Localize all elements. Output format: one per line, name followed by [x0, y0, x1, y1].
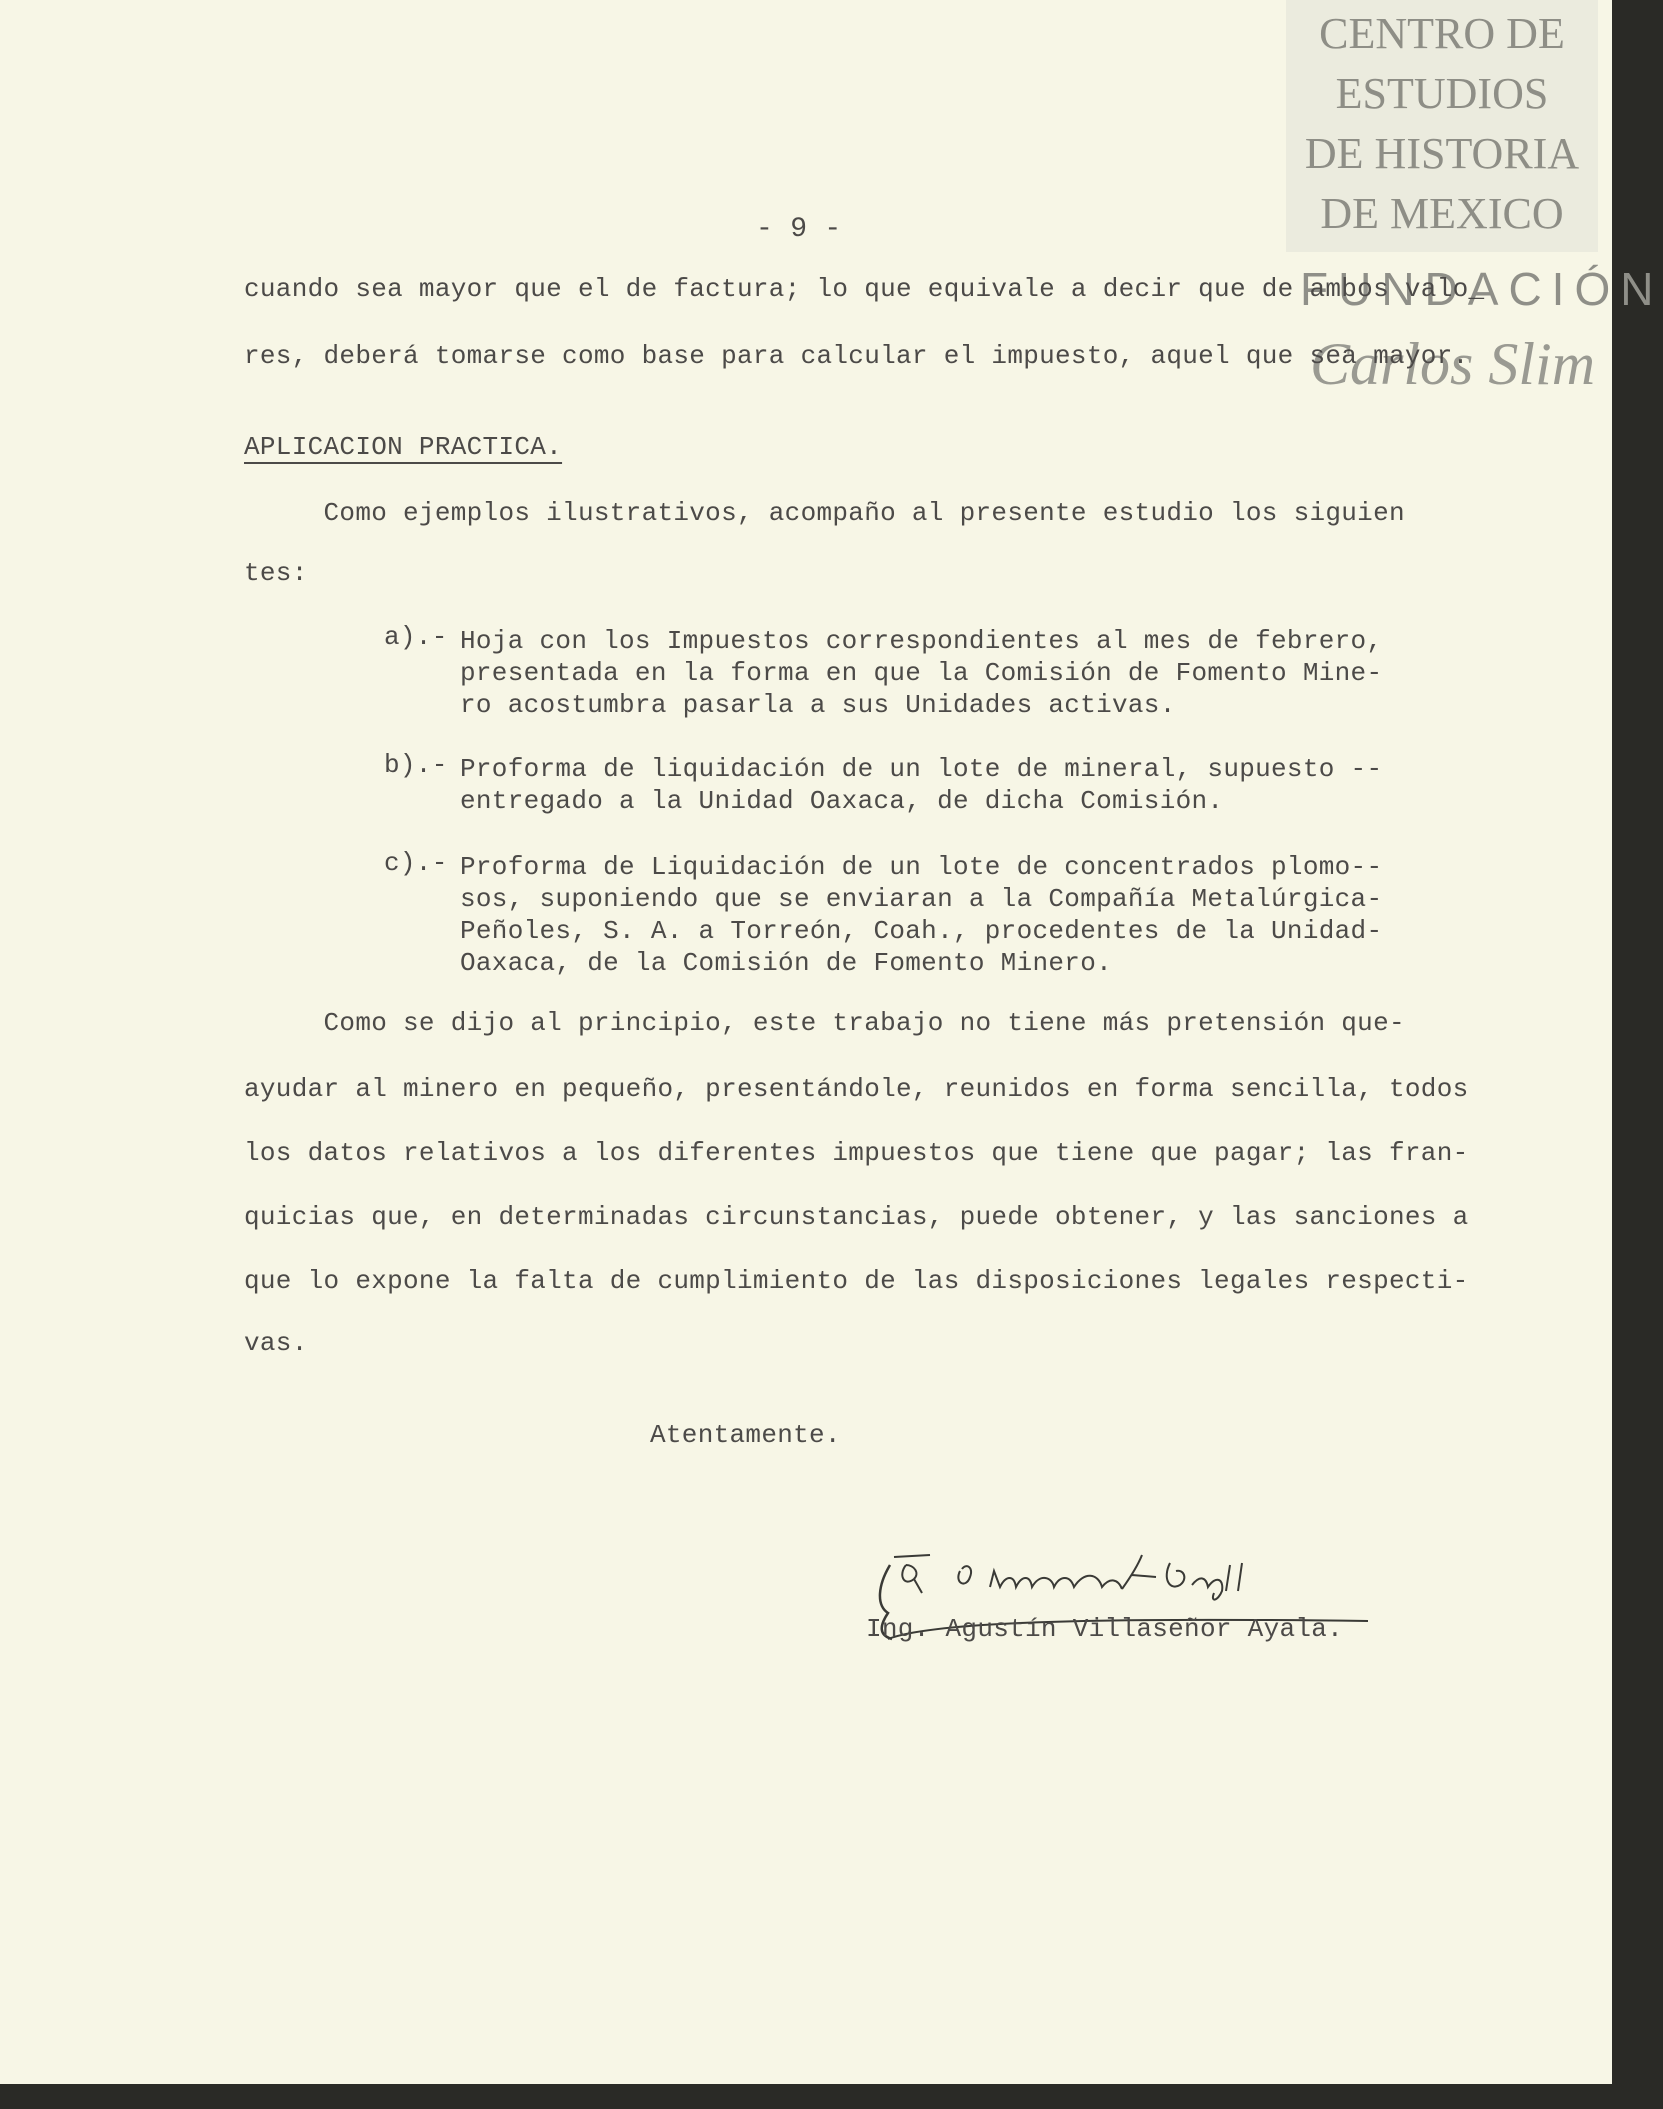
paragraph-line: los datos relativos a los diferentes impuestos que tiene que pagar; las fran- [244, 1138, 1469, 1168]
intro-line: cuando sea mayor que el de factura; lo que equivale a decir que de ambos valo_ [244, 274, 1485, 304]
paragraph-line: tes: [244, 558, 308, 588]
paragraph-line: Como se dijo al principio, este trabajo no tiene más pretensión que- [244, 1008, 1405, 1038]
page-number: - 9 - [756, 214, 842, 245]
list-item-line: Proforma de Liquidación de un lote de concentrados plomo-- [460, 852, 1383, 882]
signatory-name: Ing. Agustín Villaseñor Ayala. [866, 1614, 1344, 1644]
intro-line: res, deberá tomarse como base para calcular el impuesto, aquel que sea mayor. [244, 341, 1469, 371]
archive-watermark [1286, 0, 1598, 252]
paragraph-line: vas. [244, 1328, 308, 1358]
list-item-line: entregado a la Unidad Oaxaca, de dicha Comisión. [460, 786, 1224, 816]
paragraph-line: Como ejemplos ilustrativos, acompaño al presente estudio los siguien [244, 498, 1405, 528]
paragraph-line: quicias que, en determinadas circunstancias, puede obtener, y las sanciones a [244, 1202, 1469, 1232]
list-item-line: sos, suponiendo que se enviaran a la Compañía Metalúrgica- [460, 884, 1383, 914]
watermark-line: ESTUDIOS [1335, 69, 1549, 118]
list-marker: b).- [384, 750, 448, 780]
list-item-line: presentada en la forma en que la Comisión de Fomento Mine- [460, 658, 1383, 688]
list-item-line: ro acostumbra pasarla a sus Unidades activas. [460, 690, 1176, 720]
list-item-line: Proforma de liquidación de un lote de mineral, supuesto -- [460, 754, 1383, 784]
closing-line: Atentamente. [650, 1420, 841, 1450]
list-item-line: Hoja con los Impuestos correspondientes al mes de febrero, [460, 626, 1383, 656]
watermark-line: DE HISTORIA [1304, 129, 1580, 178]
list-marker: a).- [384, 622, 448, 652]
list-item-line: Oaxaca, de la Comisión de Fomento Minero. [460, 948, 1113, 978]
fundacion-logo-text: FUNDACIÓN [1300, 263, 1663, 315]
paragraph-line: ayudar al minero en pequeño, presentándole, reunidos en forma sencilla, todos [244, 1074, 1469, 1104]
watermark-line: CENTRO DE [1319, 9, 1565, 58]
list-marker: c).- [384, 848, 448, 878]
paragraph-line: que lo expone la falta de cumplimiento de las disposiciones legales respecti- [244, 1266, 1469, 1296]
list-item-line: Peñoles, S. A. a Torreón, Coah., procedentes de la Unidad- [460, 916, 1383, 946]
section-heading: APLICACION PRACTICA. [244, 432, 563, 462]
watermark-line: DE MEXICO [1320, 189, 1564, 238]
carlos-slim-logo-text: Carlos Slim [1310, 331, 1596, 397]
